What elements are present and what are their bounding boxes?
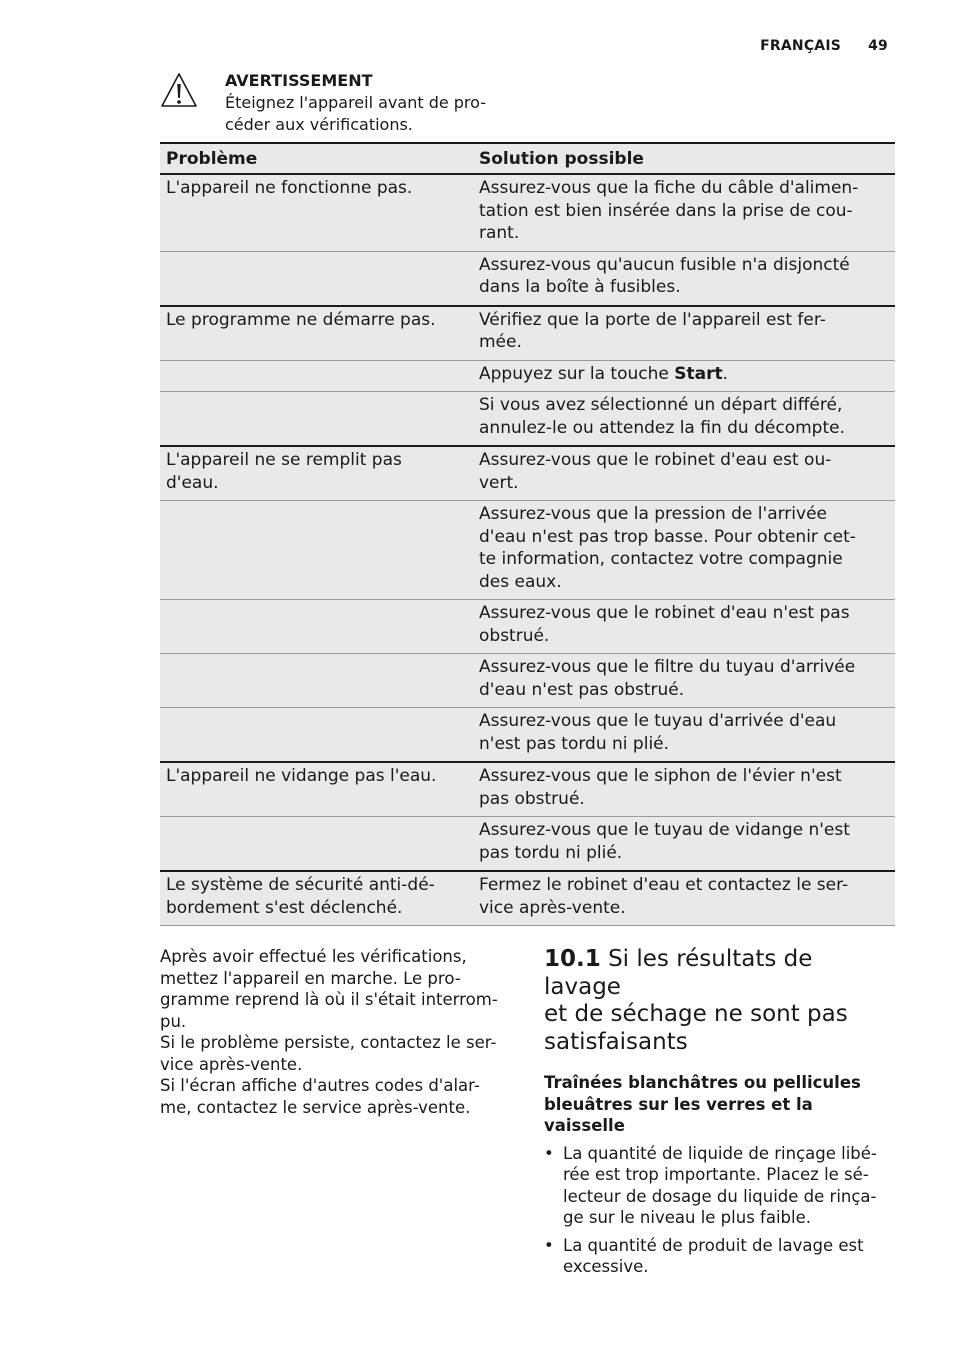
item-line: excessive.: [563, 1257, 649, 1276]
cell-line: vert.: [479, 472, 519, 493]
solution-cell: [473, 254, 895, 299]
page-header: [760, 38, 888, 54]
problem-cell: [160, 819, 473, 864]
solution-cell: [473, 309, 895, 354]
table-row: [160, 391, 895, 445]
problem-cell: [160, 503, 473, 593]
cell-line: Le programme ne démarre pas.: [166, 309, 436, 330]
table-row: [160, 445, 895, 500]
solution-cell: [473, 710, 895, 755]
cell-line: Assurez-vous que le filtre du tuyau d'arrivée: [479, 657, 856, 677]
table-header: [160, 142, 895, 175]
table-row: [160, 360, 895, 392]
cell-line: d'eau.: [166, 472, 219, 493]
cell-line: annulez-le ou attendez la fin du décompte.: [479, 417, 845, 438]
table-row: [160, 251, 895, 305]
section-title: [544, 946, 894, 1056]
cell-line: L'appareil ne fonctionne pas.: [166, 178, 413, 198]
column-header-problem: Problème: [166, 149, 258, 169]
cell-line: pas obstrué.: [479, 788, 585, 809]
cell-line: Fermez le robinet d'eau et contactez le ser-: [479, 875, 849, 895]
item-line: lecteur de dosage du liquide de rinça-: [563, 1186, 877, 1206]
text-line: pu.: [160, 1011, 187, 1031]
warning-line: Éteignez l'appareil avant de pro-: [225, 93, 487, 112]
section-10-1: [544, 946, 894, 1284]
solution-cell: [473, 656, 895, 701]
text-line: me, contactez le service après-vente.: [160, 1097, 471, 1117]
solution-cell: [473, 765, 895, 810]
cell-line: n'est pas tordu ni plié.: [479, 733, 670, 754]
solution-cell: [473, 602, 895, 647]
table-row: [160, 653, 895, 707]
problem-cell: [160, 710, 473, 755]
problem-cell: [160, 394, 473, 439]
title-line: et de séchage ne sont pas: [544, 1001, 848, 1027]
cell-line: pas tordu ni plié.: [479, 842, 623, 863]
item-line: ge sur le niveau le plus faible.: [563, 1208, 811, 1227]
cell-line: tation est bien insérée dans la prise de cou-: [479, 200, 853, 221]
solution-cell: [473, 394, 895, 439]
title-line: satisfaisants: [544, 1028, 688, 1055]
solution-cell: [473, 177, 895, 245]
cell-line: bordement s'est déclenché.: [166, 897, 403, 918]
cell-line: obstrué.: [479, 625, 550, 646]
problem-cell: [160, 874, 473, 919]
problem-cell: [160, 363, 473, 386]
solution-cell: [473, 819, 895, 864]
table-row: [160, 816, 895, 870]
cell-line: dans la boîte à fusibles.: [479, 277, 681, 297]
problem-cell: [160, 765, 473, 810]
bullet-list: [544, 1143, 894, 1278]
problem-cell: [160, 309, 473, 354]
warning-triangle-icon: [160, 72, 198, 108]
cell-line: Le système de sécurité anti-dé-: [166, 875, 435, 895]
text-line: mettez l'appareil en marche. Le pro-: [160, 968, 461, 988]
text-line: vice après-vente.: [160, 1054, 303, 1074]
bullet-icon: •: [544, 1235, 554, 1255]
section-subheading: [544, 1072, 894, 1137]
table-row: [160, 305, 895, 360]
warning-line: céder aux vérifications.: [225, 115, 413, 134]
subheading-line: bleuâtres sur les verres et la vaisselle: [544, 1094, 813, 1135]
cell-line: te information, contactez votre compagnie: [479, 549, 843, 569]
item-line: La quantité de liquide de rinçage libé-: [563, 1143, 877, 1163]
table-row: [160, 707, 895, 761]
cell-line: Assurez-vous que le siphon de l'évier n'est: [479, 766, 842, 786]
cell-line: d'eau n'est pas obstrué.: [479, 679, 685, 700]
cell-line: L'appareil ne vidange pas l'eau.: [166, 766, 437, 786]
problem-cell: [160, 254, 473, 299]
after-check-paragraph: [160, 946, 515, 1118]
cell-line: Assurez-vous qu'aucun fusible n'a disjoncté: [479, 254, 850, 275]
warning-title: AVERTISSEMENT: [225, 71, 373, 90]
cell-line: Assurez-vous que le tuyau de vidange n'est: [479, 820, 850, 840]
text-line: gramme reprend là où il s'était interrom-: [160, 990, 498, 1009]
cell-line: Assurez-vous que le tuyau d'arrivée d'eau: [479, 711, 837, 731]
warning-text: [225, 70, 525, 136]
list-item: [544, 1235, 894, 1278]
cell-line: Si vous avez sélectionné un départ différé,: [479, 395, 843, 415]
cell-line: L'appareil ne se remplit pas: [166, 450, 402, 470]
bullet-icon: •: [544, 1143, 554, 1163]
cell-line: Assurez-vous que la fiche du câble d'alimen-: [479, 178, 859, 198]
text-line: Si l'écran affiche d'autres codes d'alar-: [160, 1076, 480, 1095]
solution-cell: [473, 503, 895, 593]
problem-cell: [160, 602, 473, 647]
table-row: [160, 599, 895, 653]
solution-cell: [473, 449, 895, 494]
text-line: Après avoir effectué les vérifications,: [160, 947, 467, 966]
page-number: 49: [868, 38, 888, 54]
problem-cell: [160, 449, 473, 494]
cell-line: rant.: [479, 223, 520, 243]
item-line: La quantité de produit de lavage est: [563, 1235, 864, 1255]
start-key-label: Start: [674, 363, 723, 384]
troubleshooting-table: [160, 142, 895, 926]
section-number: 10.1: [544, 946, 601, 972]
cell-line: mée.: [479, 332, 522, 352]
cell-line: d'eau n'est pas trop basse. Pour obtenir cet-: [479, 526, 856, 547]
cell-line: Assurez-vous que le robinet d'eau n'est pas: [479, 603, 850, 623]
problem-cell: [160, 177, 473, 245]
solution-cell: [473, 874, 895, 919]
item-line: rée est trop importante. Placez le sé-: [563, 1165, 869, 1184]
cell-line: des eaux.: [479, 571, 562, 592]
subheading-line: Traînées blanchâtres ou pellicules: [544, 1073, 861, 1092]
cell-line: Vérifiez que la porte de l'appareil est fer-: [479, 309, 826, 330]
table-row: [160, 761, 895, 816]
list-item: [544, 1143, 894, 1229]
cell-line: vice après-vente.: [479, 897, 626, 918]
cell-text: Appuyez sur la touche: [479, 363, 675, 384]
cell-line: Assurez-vous que le robinet d'eau est ou-: [479, 450, 832, 470]
table-row: [160, 870, 895, 926]
solution-cell: [473, 363, 895, 386]
table-row: [160, 175, 895, 251]
text-line: Si le problème persiste, contactez le ser-: [160, 1033, 497, 1052]
cell-line: Assurez-vous que la pression de l'arrivée: [479, 504, 827, 524]
table-row: [160, 500, 895, 599]
title-line: Si les résultats de lavage: [544, 946, 813, 1000]
cell-text: .: [722, 363, 728, 384]
language-label: FRANÇAIS: [760, 38, 842, 54]
problem-cell: [160, 656, 473, 701]
column-header-solution: Solution possible: [479, 149, 644, 169]
